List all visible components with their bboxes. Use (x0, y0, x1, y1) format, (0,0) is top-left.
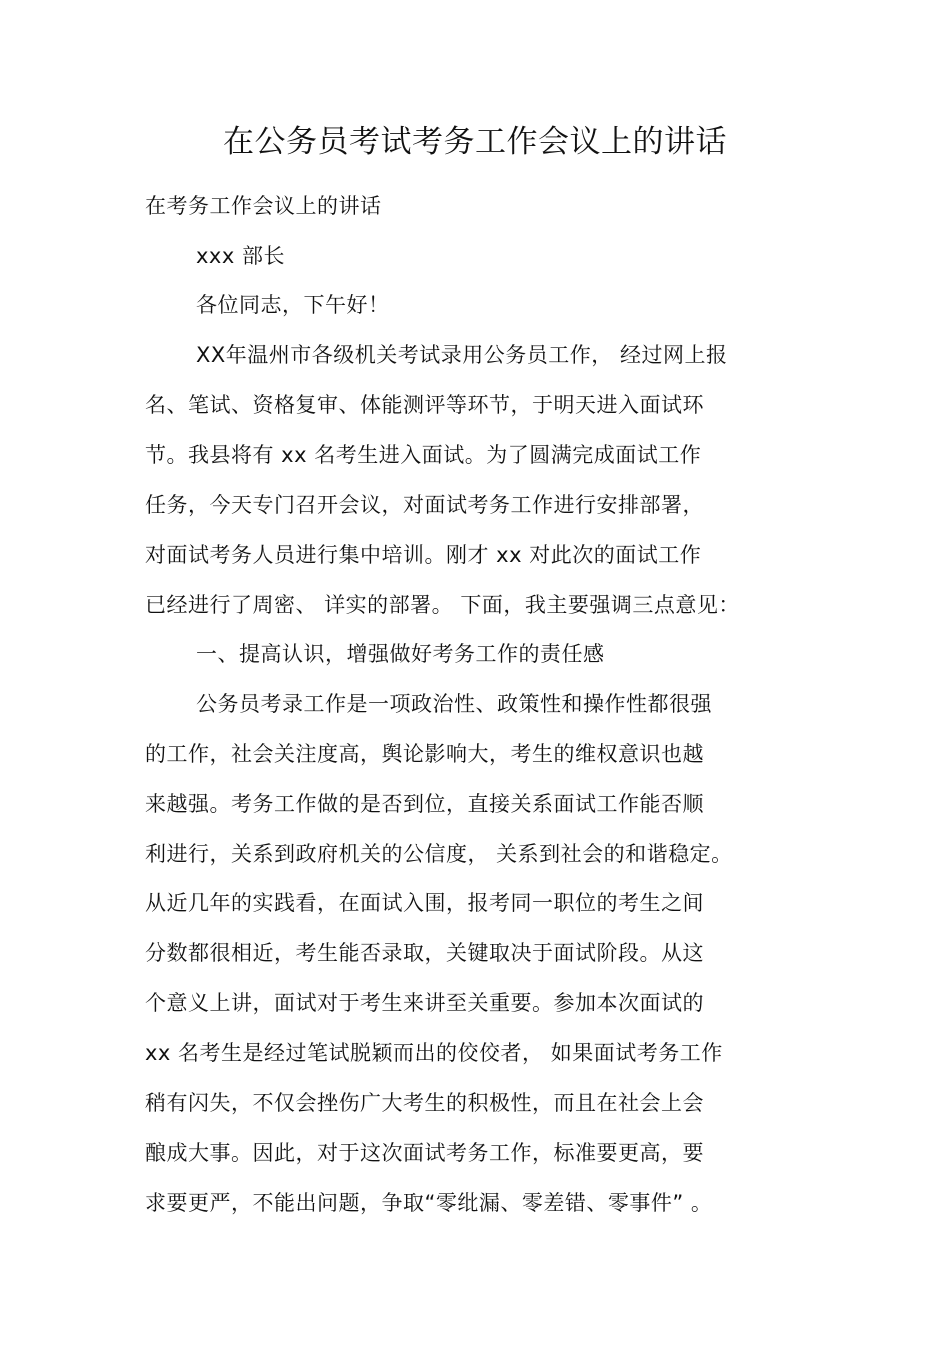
greeting-line: 各位同志，下午好！ (196, 293, 390, 317)
text-line: 任务，今天专门召开会议，对面试考务工作进行安排部署， (145, 493, 704, 517)
text-line: 对面试考务人员进行集中培训。刚才 xx 对此次的面试工作 (145, 543, 702, 567)
text-line: 节。我县将有 xx 名考生进入面试。为了圆满完成面试工作 (145, 443, 702, 467)
section-heading: 一、提高认识，增强做好考务工作的责任感 (196, 642, 605, 666)
text-line: 来越强。考务工作做的是否到位，直接关系面试工作能否顺 (145, 792, 704, 816)
text-line: 求要更严，不能出问题，争取“零纰漏、零差错、零事件” 。 (145, 1191, 713, 1215)
text-line: 利进行，关系到政府机关的公信度， 关系到社会的和谐稳定。 (145, 842, 733, 866)
text-line: 从近几年的实践看，在面试入围，报考同一职位的考生之间 (145, 891, 704, 915)
speaker-line: xxx 部长 (196, 244, 285, 268)
text-line: 酿成大事。因此，对于这次面试考务工作，标准要更高，要 (145, 1141, 704, 1165)
text-line: 名、笔试、资格复审、体能测评等环节，于明天进入面试环 (145, 393, 704, 417)
text-line: 个意义上讲，面试对于考生来讲至关重要。参加本次面试的 (145, 991, 704, 1015)
text-line: 分数都很相近，考生能否录取，关键取决于面试阶段。从这 (145, 941, 704, 965)
subtitle: 在考务工作会议上的讲话 (145, 194, 382, 218)
text-line: XX年温州市各级机关考试录用公务员工作， 经过网上报 (196, 343, 728, 367)
text-line: 已经进行了周密、 详实的部署。 下面，我主要强调三点意见： (145, 593, 740, 617)
text-line: 的工作，社会关注度高，舆论影响大，考生的维权意识也越 (145, 742, 704, 766)
document-title: 在公务员考试考务工作会议上的讲话 (223, 124, 727, 160)
text-line: 稍有闪失，不仅会挫伤广大考生的积极性，而且在社会上会 (145, 1091, 704, 1115)
text-line: xx 名考生是经过笔试脱颖而出的佼佼者， 如果面试考务工作 (145, 1041, 723, 1065)
text-line: 公务员考录工作是一项政治性、政策性和操作性都很强 (196, 692, 712, 716)
